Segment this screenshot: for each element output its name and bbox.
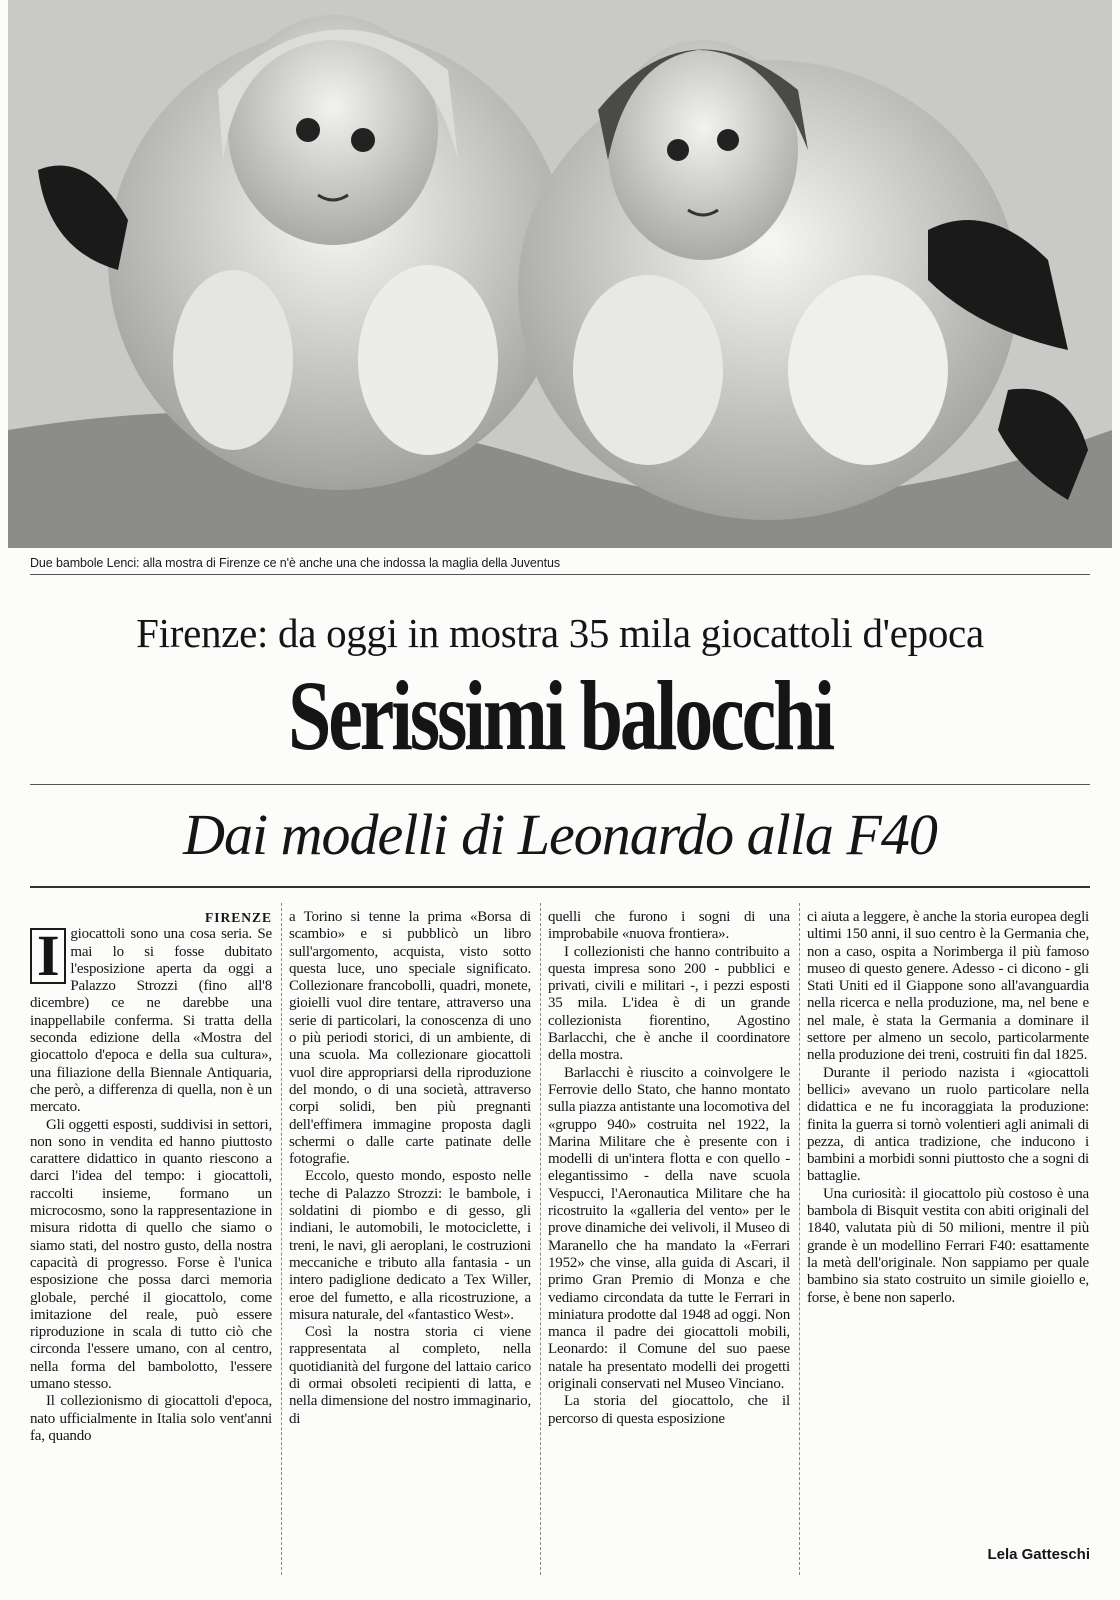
headline-rule <box>30 784 1090 785</box>
author-byline: Lela Gatteschi <box>987 1546 1090 1563</box>
main-headline: Serissimi balocchi <box>287 660 833 771</box>
article-paragraph: Il collezionismo di giocattoli d'epoca, nato ufficialmente in Italia solo vent'anni fa, quando <box>30 1393 272 1444</box>
article-paragraph: Durante il periodo nazista i «giocattoli bellici» avevano un ruolo particolare nella didattica e ne fu incoraggiata la produzione: finita la guerra si tornò volentieri agli animali di pezza, di antica tradizione, che inducono i bambini a morbidi sonni piuttosto che a sogni di battaglie. <box>807 1064 1089 1185</box>
article-column-2 <box>289 909 531 1428</box>
kicker-headline: Firenze: da oggi in mostra 35 mila giocattoli d'epoca <box>136 610 984 656</box>
subheadline: Dai modelli di Leonardo alla F40 <box>183 802 937 867</box>
article-paragraph: Gli oggetti esposti, suddivisi in settori, non sono in vendita ed hanno piuttosto carattere didattico in quanto riescono a darci l'idea del tempo: i giocattoli, raccolti insieme, formano un microcosmo, sono la rappresentazione in misura ridotta di quello che siamo o siamo stati, del nostro gusto, della nostra capacità di progresso. Forse è l'unica esposizione che possa darci memoria globale, perché il giocattolo, come imitazione del reale, può essere riproduzione in scala di tutto ciò che circonda l'essere umano, con al centro, nella forma del bambolotto, l'essere umano stesso. <box>30 1116 272 1393</box>
article-column-4 <box>807 909 1089 1307</box>
column-divider <box>540 903 541 1575</box>
dateline: FIRENZE <box>204 910 272 925</box>
caption-rule <box>30 574 1090 575</box>
dolls-photo <box>8 0 1112 548</box>
article-paragraph: La storia del giocattolo, che il percorso di questa esposizione <box>548 1393 790 1427</box>
article-paragraph: Eccolo, questo mondo, esposto nelle teche di Palazzo Strozzi: le bambole, i soldatini di piombo e di gesso, gli indiani, le automobili, le motociclette, i treni, le navi, gli aeroplani, le costruzioni meccaniche e tributo alla fantasia - un intero padiglione dedicato a Tex Willer, eroe del fumetto, e alla ricostruzione, a misura naturale, del «fantastico West». <box>289 1168 531 1323</box>
article-paragraph: I giocattoli sono una cosa seria. Se mai lo si fosse dubitato l'esposizione aperta da oggi a Palazzo Strozzi (fino all'8 dicembre) ce ne darebbe una inappellabile conferma. Si tratta della seconda edizione della «Mostra del giocattolo d'epoca e della sua cultura», una filiazione della Biennale Antiquaria, che però, a differenza di quella, non è un mercato. <box>30 923 272 1116</box>
column-divider <box>281 903 282 1575</box>
photo-caption: Due bambole Lenci: alla mostra di Firenze ce n'è anche una che indossa la maglia della Juventus <box>30 556 561 570</box>
column-divider <box>799 903 800 1575</box>
article-paragraph: ci aiuta a leggere, è anche la storia europea degli ultimi 150 anni, il suo centro è la Germania che, non a caso, ospita a Norimberga il più famoso museo di questo genere. Adesso - ci dicono - gli Stati Uniti ed il Giappone sono all'avanguardia nella ricerca e nella produzione, ma, nel bene e nel male, è stata la Germania a dominare il settore per almeno un secolo, particolarmente nella produzione dei treni, costruiti fin dal 1825. <box>807 909 1089 1064</box>
article-column-1 <box>30 909 272 1445</box>
article-paragraph: Barlacchi è riuscito a coinvolgere le Ferrovie dello Stato, che hanno montato sulla piazza antistante una locomotiva del «gruppo 940» costruita nel 1922, la Marina Militare che è presente con i modelli di un'intera flotta e con quello - elegantissimo - della nave scuola Vespucci, l'Aeronautica Militare che ha ricostruito la «galleria del vento» per le prove dinamiche dei velivoli, il Museo di Maranello che ha mandato la «Ferrari 1952» che vinse, alla guida di Ascari, il primo Gran Premio di Monza e che vediamo circondata da tutte le Ferrari in miniatura prodotte dal 1948 ad oggi. Non manca il padre dei giocattoli mobili, Leonardo: il Comune del suo paese natale ha presentato modelli dei progetti originali conservati nel Museo Vinciano. <box>548 1064 790 1393</box>
article-paragraph: Così la nostra storia ci viene rappresentata al completo, nella quotidianità del furgone del lattaio carico di ormai obsoleti recipienti di latta, e nella dimensione del nostro immaginario, di <box>289 1324 531 1427</box>
two-dolls-photo-icon <box>8 0 1112 548</box>
article-paragraph: Una curiosità: il giocattolo più costoso è una bambola di Bisquit vestita con abiti originali del 1840, valutata più di 50 milioni, mentre il più grande è un modellino Ferrari F40: esattamente la metà dell'originale. Non sappiamo per quale bambino sia stato costruito un simile gioiello e, forse, è bene non saperlo. <box>807 1185 1089 1306</box>
article-column-3 <box>548 909 790 1428</box>
article-paragraph: a Torino si tenne la prima «Borsa di scambio» e si pubblicò un libro sull'argomento, acquista, visto sotto questa luce, uno speciale significato. Collezionare francobolli, quadri, monete, gioielli vuol dire tentare, attraverso una serie di particolari, la conoscenza di uno o più periodi storici, di un ambiente, di una scuola. Ma collezionare giocattoli vuol dire appropriarsi della riproduzione del mondo, o di una società, attraverso corpi solidi, ben più pregnanti dell'effimera immagine proposta dagli schermi o dalle carte patinate delle fotografie. <box>289 909 531 1168</box>
article-paragraph: quelli che furono i sogni di una improbabile «nuova frontiera». <box>548 909 790 943</box>
drop-cap: I <box>30 928 66 984</box>
article-paragraph: I collezionisti che hanno contribuito a questa impresa sono 200 - pubblici e privati, civili e militari -, i pezzi esposti 35 mila. L'idea è di un grande collezionista fiorentino, Agostino Barlacchi, che è anche il coordinatore della mostra. <box>548 943 790 1064</box>
subhead-rule <box>30 886 1090 888</box>
